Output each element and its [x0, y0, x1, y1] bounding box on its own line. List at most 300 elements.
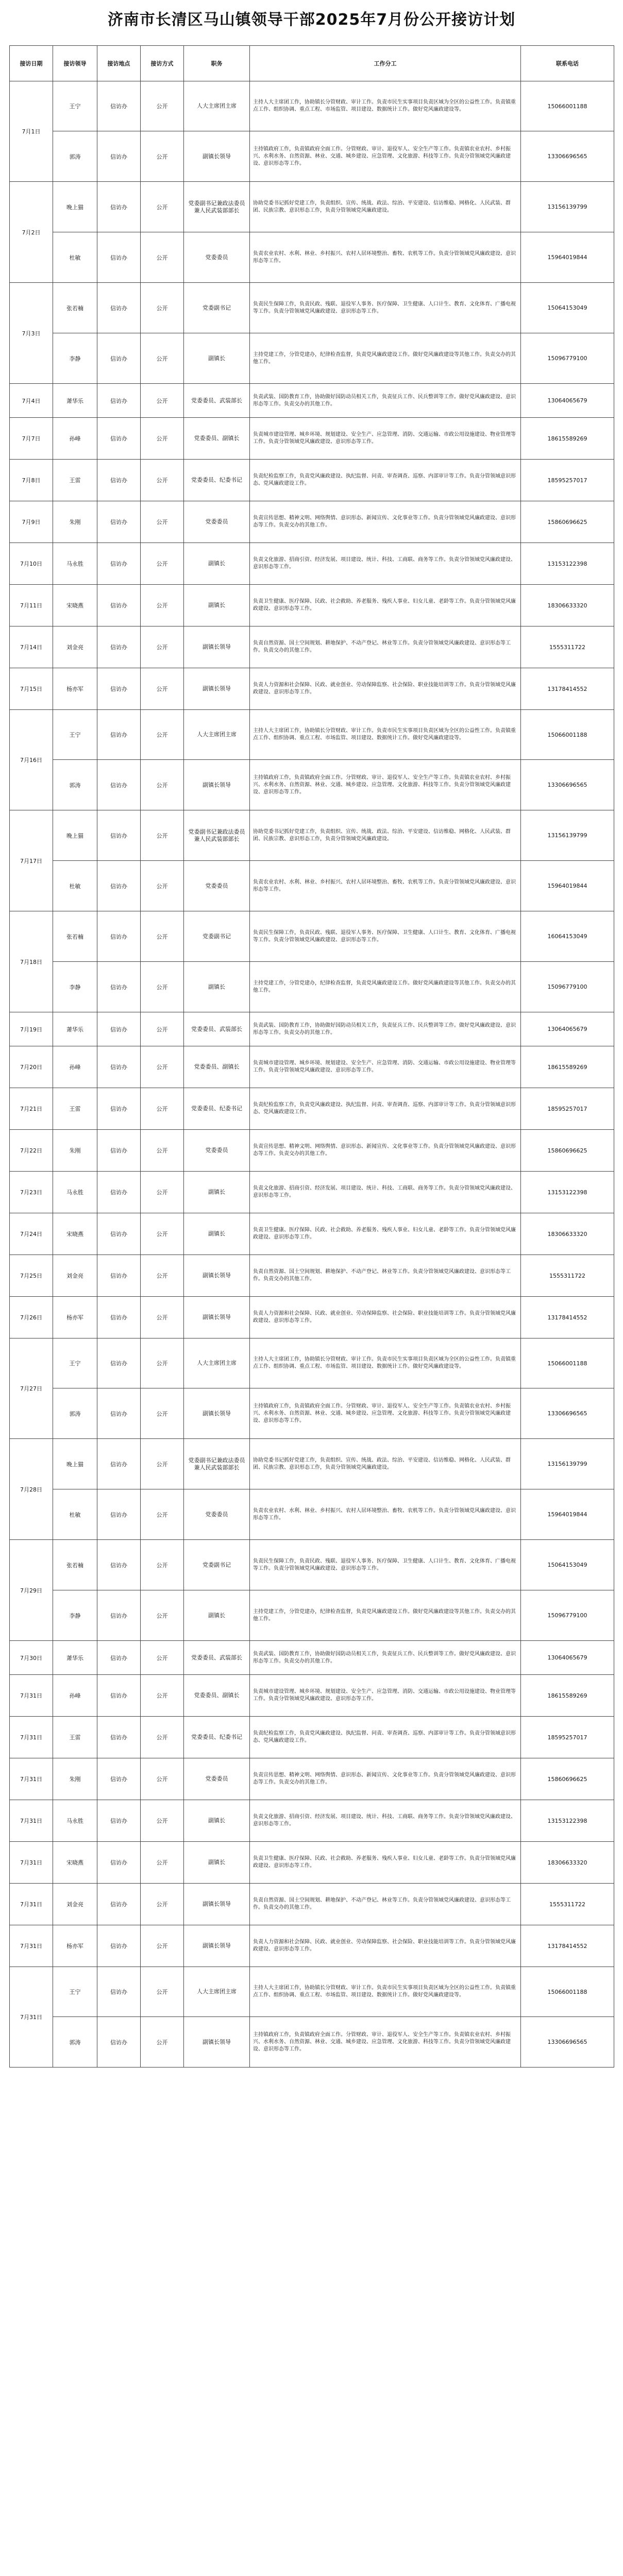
- leader-position: 党委委员: [184, 1758, 250, 1800]
- visit-date: 7月15日: [10, 668, 53, 710]
- visit-leader: 孙峰: [53, 1046, 97, 1088]
- leader-position: 副镇长领导: [184, 1925, 250, 1967]
- visit-method: 公开: [141, 1046, 184, 1088]
- leader-position: 副镇长: [184, 333, 250, 384]
- visit-date: 7月4日: [10, 384, 53, 418]
- leader-position: 党委委员: [184, 501, 250, 543]
- visit-location: 信访办: [97, 1717, 141, 1758]
- leader-position: 党委委员、纪委书记: [184, 460, 250, 501]
- visit-method: 公开: [141, 1388, 184, 1439]
- header-duties: 工作分工: [250, 46, 521, 81]
- contact-phone: 15964019844: [521, 232, 614, 283]
- visit-location: 信访办: [97, 182, 141, 232]
- work-duties: 负责文化旅游、招商引资、经济发展、项目建设、统计、科技、工商联、商务等工作。负责分管领域党风廉政建设、意识形态等工作。: [250, 543, 521, 585]
- header-method: 接访方式: [141, 46, 184, 81]
- leader-position: 党委委员、武装部长: [184, 1012, 250, 1046]
- contact-phone: 13178414552: [521, 668, 614, 710]
- work-duties: 主持人大主席团工作，协助镇长分管财政、审计工作。负责市民生实事项目负责区域为全区的公益性工作。负责镇重点工作、组织协调、重点工程、市场监管、项目建设、数据统计工作。做好党风廉政建设等。: [250, 81, 521, 131]
- visit-date: 7月31日: [10, 1675, 53, 1717]
- visit-date: 7月31日: [10, 1842, 53, 1884]
- visit-leader: 郭涛: [53, 760, 97, 810]
- visit-location: 信访办: [97, 1388, 141, 1439]
- visit-location: 信访办: [97, 1800, 141, 1842]
- work-duties: 负责卫生健康、医疗保障、民政、社会救助、养老服务、残疾人事业、妇女儿童、老龄等工作。负责分管领域党风廉政建设、意识形态等工作。: [250, 1842, 521, 1884]
- table-row: [10, 1012, 614, 1046]
- visit-leader: 刘金亮: [53, 1255, 97, 1297]
- work-duties: 负责文化旅游、招商引资、经济发展、项目建设、统计、科技、工商联、商务等工作。负责分管领域党风廉政建设、意识形态等工作。: [250, 1172, 521, 1213]
- visit-method: 公开: [141, 460, 184, 501]
- work-duties: 负责人力资源和社会保障、民政、就业创业、劳动保障监察、社会保险、职业技能培训等工作。负责分管领域党风廉政建设、意识形态等工作。: [250, 1925, 521, 1967]
- work-duties: 主持人大主席团工作，协助镇长分管财政、审计工作。负责市民生实事项目负责区域为全区的公益性工作。负责镇重点工作、组织协调、重点工程、市场监管、项目建设、数据统计工作。做好党风廉政建设等。: [250, 1967, 521, 2017]
- contact-phone: 13306696565: [521, 1388, 614, 1439]
- visit-date: 7月25日: [10, 1255, 53, 1297]
- leader-position: 党委副书记: [184, 283, 250, 333]
- visit-location: 信访办: [97, 1172, 141, 1213]
- visit-leader: 张若楠: [53, 911, 97, 962]
- table-row: [10, 1489, 614, 1540]
- table-row: [10, 1255, 614, 1297]
- visit-method: 公开: [141, 81, 184, 131]
- visit-date: 7月31日: [10, 1967, 53, 2067]
- visit-location: 信访办: [97, 1925, 141, 1967]
- visit-leader: 晚上猫: [53, 810, 97, 861]
- visit-date: 7月1日: [10, 81, 53, 182]
- visit-method: 公开: [141, 1489, 184, 1540]
- work-duties: 负责武装、国防教育工作，协助做好国防动员相关工作，负责征兵工作、民兵整训等工作。做好党风廉政建设、意识形态等工作。负责交办的其他工作。: [250, 1012, 521, 1046]
- table-row: [10, 710, 614, 760]
- leader-position: 党委委员、副镇长: [184, 1675, 250, 1717]
- work-duties: 负责人力资源和社会保障、民政、就业创业、劳动保障监察、社会保险、职业技能培训等工作。负责分管领域党风廉政建设、意识形态等工作。: [250, 1297, 521, 1338]
- visit-date: 7月14日: [10, 626, 53, 668]
- visit-location: 信访办: [97, 1255, 141, 1297]
- leader-position: 副镇长: [184, 1172, 250, 1213]
- visit-method: 公开: [141, 810, 184, 861]
- leader-position: 党委副书记兼政法委员兼人民武装部部长: [184, 810, 250, 861]
- visit-location: 信访办: [97, 1213, 141, 1255]
- contact-phone: 15096779100: [521, 333, 614, 384]
- table-row: [10, 810, 614, 861]
- leader-position: 党委委员、纪委书记: [184, 1717, 250, 1758]
- visit-leader: 朱刚: [53, 501, 97, 543]
- work-duties: 负责武装、国防教育工作，协助做好国防动员相关工作，负责征兵工作、民兵整训等工作。做好党风廉政建设、意识形态等工作。负责交办的其他工作。: [250, 1641, 521, 1675]
- contact-phone: 15964019844: [521, 1489, 614, 1540]
- table-row: [10, 760, 614, 810]
- work-duties: 主持人大主席团工作，协助镇长分管财政、审计工作。负责市民生实事项目负责区域为全区的公益性工作。负责镇重点工作、组织协调、重点工程、市场监管、项目建设、数据统计工作。做好党风廉政建设等。: [250, 710, 521, 760]
- contact-phone: 13306696565: [521, 131, 614, 182]
- leader-position: 党委委员、纪委书记: [184, 1088, 250, 1130]
- leader-position: 党委副书记: [184, 1540, 250, 1590]
- contact-phone: 13306696565: [521, 760, 614, 810]
- work-duties: 协助党委书记抓好党建工作，负责组织、宣传、统战、政法、综治、平安建设、信访维稳、网格化、人民武装、群团、民族宗教、意识形态工作，负责分管领域党风廉政建设。: [250, 182, 521, 232]
- leader-position: 党委委员、武装部长: [184, 1641, 250, 1675]
- table-row: [10, 668, 614, 710]
- work-duties: 主持党建工作，分管党建办，纪律检查监督，负责党风廉政建设工作。做好党风廉政建设等其他工作。负责交办的其他工作。: [250, 962, 521, 1012]
- leader-position: 副镇长领导: [184, 1884, 250, 1925]
- visit-method: 公开: [141, 1012, 184, 1046]
- contact-phone: 15066001188: [521, 1967, 614, 2017]
- visit-leader: 郭涛: [53, 2017, 97, 2067]
- visit-location: 信访办: [97, 668, 141, 710]
- visit-leader: 杨亦军: [53, 1297, 97, 1338]
- contact-phone: 13178414552: [521, 1297, 614, 1338]
- leader-position: 党委副书记: [184, 911, 250, 962]
- table-row: [10, 1758, 614, 1800]
- work-duties: 负责文化旅游、招商引资、经济发展、项目建设、统计、科技、工商联、商务等工作。负责分管领域党风廉政建设、意识形态等工作。: [250, 1800, 521, 1842]
- table-header-row: [10, 46, 614, 81]
- table-row: [10, 1297, 614, 1338]
- visit-date: 7月31日: [10, 1758, 53, 1800]
- visit-date: 7月30日: [10, 1641, 53, 1675]
- visit-method: 公开: [141, 1172, 184, 1213]
- visit-method: 公开: [141, 668, 184, 710]
- work-duties: 负责民生保障工作，负责民政、残联、退役军人事务、医疗保障、卫生健康、人口计生、教育、文化体育、广播电视等工作。负责分管领域党风廉政建设、意识形态等工作。: [250, 1540, 521, 1590]
- visit-location: 信访办: [97, 1297, 141, 1338]
- work-duties: 主持党建工作，分管党建办，纪律检查监督，负责党风廉政建设工作。做好党风廉政建设等其他工作。负责交办的其他工作。: [250, 333, 521, 384]
- work-duties: 负责宣传思想、精神文明、网络舆情、意识形态、新闻宣传、文化事业等工作。负责分管领域党风廉政建设、意识形态等工作。负责交办的其他工作。: [250, 501, 521, 543]
- table-row: [10, 585, 614, 626]
- leader-position: 副镇长领导: [184, 2017, 250, 2067]
- visit-leader: 晚上猫: [53, 182, 97, 232]
- work-duties: 负责纪检监察工作，负责党风廉政建设、执纪监督、问责、审查调查、巡察、内部审计等工作。负责分管领域意识形态、党风廉政建设工作。: [250, 460, 521, 501]
- visit-method: 公开: [141, 1130, 184, 1172]
- contact-phone: 15964019844: [521, 861, 614, 911]
- table-row: [10, 1213, 614, 1255]
- table-row: [10, 131, 614, 182]
- work-duties: 负责自然资源、国土空间规划、耕地保护、不动产登记、林业等工作。负责分管领域党风廉政建设、意识形态等工作。负责交办的其他工作。: [250, 626, 521, 668]
- visit-location: 信访办: [97, 1338, 141, 1388]
- visit-location: 信访办: [97, 131, 141, 182]
- work-duties: 主持镇政府工作，负责镇政府全面工作。分管财政、审计、退役军人、安全生产等工作。负责镇农业农村、乡村振兴、水利水务、自然资源、林业、交通、城乡建设、应急管理、文化旅游、科技等工作。负责分管领域党风廉政建设、意识形态等工作。: [250, 1388, 521, 1439]
- visit-date: 7月26日: [10, 1297, 53, 1338]
- visit-location: 信访办: [97, 585, 141, 626]
- visit-leader: 王宁: [53, 81, 97, 131]
- contact-phone: 15860696625: [521, 1758, 614, 1800]
- leader-position: 人大主席团主席: [184, 710, 250, 760]
- visit-leader: 宋晓燕: [53, 585, 97, 626]
- visit-method: 公开: [141, 1884, 184, 1925]
- leader-position: 副镇长领导: [184, 1388, 250, 1439]
- contact-phone: 13306696565: [521, 2017, 614, 2067]
- work-duties: 负责城市建设管理、城乡环境、规划建设、安全生产、应急管理、消防、交通运输、市政公用设施建设、物业管理等工作。负责分管领域党风廉政建设、意识形态等工作。: [250, 1046, 521, 1088]
- visit-method: 公开: [141, 501, 184, 543]
- visit-leader: 孙峰: [53, 1675, 97, 1717]
- visit-method: 公开: [141, 1439, 184, 1489]
- work-duties: 负责农业农村、水利、林业、乡村振兴、农村人居环境整治、畜牧、农机等工作。负责分管领域党风廉政建设、意识形态等工作。: [250, 1489, 521, 1540]
- visit-method: 公开: [141, 1590, 184, 1641]
- work-duties: 协助党委书记抓好党建工作，负责组织、宣传、统战、政法、综治、平安建设、信访维稳、网格化、人民武装、群团、民族宗教、意识形态工作，负责分管领域党风廉政建设。: [250, 810, 521, 861]
- leader-position: 副镇长领导: [184, 760, 250, 810]
- table-row: [10, 283, 614, 333]
- visit-location: 信访办: [97, 501, 141, 543]
- work-duties: 负责宣传思想、精神文明、网络舆情、意识形态、新闻宣传、文化事业等工作。负责分管领域党风廉政建设、意识形态等工作。负责交办的其他工作。: [250, 1758, 521, 1800]
- visit-location: 信访办: [97, 1675, 141, 1717]
- visit-method: 公开: [141, 1717, 184, 1758]
- visit-leader: 朱刚: [53, 1758, 97, 1800]
- table-row: [10, 1884, 614, 1925]
- leader-position: 党委副书记兼政法委员兼人民武装部部长: [184, 1439, 250, 1489]
- contact-phone: 15064153049: [521, 1540, 614, 1590]
- table-row: [10, 543, 614, 585]
- work-duties: 主持镇政府工作，负责镇政府全面工作。分管财政、审计、退役军人、安全生产等工作。负责镇农业农村、乡村振兴、水利水务、自然资源、林业、交通、城乡建设、应急管理、文化旅游、科技等工作。负责分管领域党风廉政建设、意识形态等工作。: [250, 2017, 521, 2067]
- contact-phone: 15066001188: [521, 1338, 614, 1388]
- visit-date: 7月7日: [10, 418, 53, 460]
- visit-method: 公开: [141, 911, 184, 962]
- visit-leader: 王雷: [53, 1717, 97, 1758]
- visit-method: 公开: [141, 1540, 184, 1590]
- contact-phone: 13156139799: [521, 182, 614, 232]
- visit-leader: 张若楠: [53, 1540, 97, 1590]
- visit-method: 公开: [141, 182, 184, 232]
- work-duties: 主持党建工作，分管党建办，纪律检查监督，负责党风廉政建设工作。做好党风廉政建设等其他工作。负责交办的其他工作。: [250, 1590, 521, 1641]
- visit-location: 信访办: [97, 710, 141, 760]
- visit-leader: 杨亦军: [53, 668, 97, 710]
- visit-leader: 张若楠: [53, 283, 97, 333]
- table-row: [10, 911, 614, 962]
- visit-location: 信访办: [97, 283, 141, 333]
- header-date: 接访日期: [10, 46, 53, 81]
- work-duties: 负责民生保障工作，负责民政、残联、退役军人事务、医疗保障、卫生健康、人口计生、教育、文化体育、广播电视等工作。负责分管领域党风廉政建设、意识形态等工作。: [250, 911, 521, 962]
- work-duties: 负责武装、国防教育工作，协助做好国防动员相关工作，负责征兵工作、民兵整训等工作。做好党风廉政建设、意识形态等工作。负责交办的其他工作。: [250, 384, 521, 418]
- leader-position: 副镇长: [184, 1800, 250, 1842]
- visit-date: 7月22日: [10, 1130, 53, 1172]
- visit-location: 信访办: [97, 2017, 141, 2067]
- table-row: [10, 1540, 614, 1590]
- leader-position: 副镇长: [184, 543, 250, 585]
- leader-position: 副镇长领导: [184, 668, 250, 710]
- visit-method: 公开: [141, 861, 184, 911]
- contact-phone: 18306633320: [521, 1213, 614, 1255]
- visit-location: 信访办: [97, 1590, 141, 1641]
- visit-method: 公开: [141, 543, 184, 585]
- leader-position: 党委委员: [184, 861, 250, 911]
- visit-method: 公开: [141, 1967, 184, 2017]
- contact-phone: 13153122398: [521, 1800, 614, 1842]
- table-row: [10, 1439, 614, 1489]
- work-duties: 负责自然资源、国土空间规划、耕地保护、不动产登记、林业等工作。负责分管领域党风廉政建设、意识形态等工作。负责交办的其他工作。: [250, 1884, 521, 1925]
- visit-leader: 郭涛: [53, 131, 97, 182]
- leader-position: 副镇长: [184, 1842, 250, 1884]
- work-duties: 负责宣传思想、精神文明、网络舆情、意识形态、新闻宣传、文化事业等工作。负责分管领域党风廉政建设、意识形态等工作。负责交办的其他工作。: [250, 1130, 521, 1172]
- leader-position: 副镇长领导: [184, 1255, 250, 1297]
- contact-phone: 13064065679: [521, 1641, 614, 1675]
- visit-leader: 孙峰: [53, 418, 97, 460]
- contact-phone: 1555311722: [521, 626, 614, 668]
- work-duties: 负责农业农村、水利、林业、乡村振兴、农村人居环境整治、畜牧、农机等工作。负责分管领域党风廉政建设、意识形态等工作。: [250, 232, 521, 283]
- visit-date: 7月11日: [10, 585, 53, 626]
- table-body: [10, 81, 614, 2067]
- visit-method: 公开: [141, 1675, 184, 1717]
- visit-leader: 杜敏: [53, 232, 97, 283]
- visit-leader: 宋晓燕: [53, 1213, 97, 1255]
- work-duties: 负责人力资源和社会保障、民政、就业创业、劳动保障监察、社会保险、职业技能培训等工作。负责分管领域党风廉政建设、意识形态等工作。: [250, 668, 521, 710]
- contact-phone: 18615589269: [521, 1046, 614, 1088]
- table-row: [10, 333, 614, 384]
- table-row: [10, 460, 614, 501]
- leader-position: 副镇长: [184, 962, 250, 1012]
- visit-method: 公开: [141, 1800, 184, 1842]
- leader-position: 党委委员: [184, 232, 250, 283]
- work-duties: 主持镇政府工作，负责镇政府全面工作。分管财政、审计、退役军人、安全生产等工作。负责镇农业农村、乡村振兴、水利水务、自然资源、林业、交通、城乡建设、应急管理、文化旅游、科技等工作。负责分管领域党风廉政建设、意识形态等工作。: [250, 760, 521, 810]
- visit-method: 公开: [141, 333, 184, 384]
- header-position: 职务: [184, 46, 250, 81]
- visit-location: 信访办: [97, 1758, 141, 1800]
- contact-phone: 13153122398: [521, 1172, 614, 1213]
- visit-location: 信访办: [97, 1046, 141, 1088]
- table-row: [10, 1842, 614, 1884]
- contact-phone: 16064153049: [521, 911, 614, 962]
- visit-method: 公开: [141, 232, 184, 283]
- visit-leader: 王宁: [53, 1967, 97, 2017]
- visit-date: 7月19日: [10, 1012, 53, 1046]
- contact-phone: 13064065679: [521, 1012, 614, 1046]
- leader-position: 党委委员、副镇长: [184, 1046, 250, 1088]
- contact-phone: 13156139799: [521, 810, 614, 861]
- visit-date: 7月31日: [10, 1925, 53, 1967]
- leader-position: 副镇长: [184, 1590, 250, 1641]
- visit-location: 信访办: [97, 1842, 141, 1884]
- leader-position: 副镇长领导: [184, 131, 250, 182]
- leader-position: 党委委员: [184, 1130, 250, 1172]
- visit-leader: 李静: [53, 1590, 97, 1641]
- visit-method: 公开: [141, 283, 184, 333]
- contact-phone: 18595257017: [521, 1717, 614, 1758]
- work-duties: 负责民生保障工作，负责民政、残联、退役军人事务、医疗保障、卫生健康、人口计生、教育、文化体育、广播电视等工作。负责分管领域党风廉政建设、意识形态等工作。: [250, 283, 521, 333]
- visit-location: 信访办: [97, 760, 141, 810]
- contact-phone: 13178414552: [521, 1925, 614, 1967]
- contact-phone: 18595257017: [521, 1088, 614, 1130]
- leader-position: 人大主席团主席: [184, 1338, 250, 1388]
- contact-phone: 18595257017: [521, 460, 614, 501]
- work-duties: 主持镇政府工作，负责镇政府全面工作。分管财政、审计、退役军人、安全生产等工作。负责镇农业农村、乡村振兴、水利水务、自然资源、林业、交通、城乡建设、应急管理、文化旅游、科技等工作。负责分管领域党风廉政建设、意识形态等工作。: [250, 131, 521, 182]
- visit-schedule-table: [9, 45, 614, 2067]
- table-row: [10, 962, 614, 1012]
- visit-location: 信访办: [97, 911, 141, 962]
- table-row: [10, 384, 614, 418]
- visit-location: 信访办: [97, 861, 141, 911]
- visit-method: 公开: [141, 1842, 184, 1884]
- visit-leader: 王雷: [53, 1088, 97, 1130]
- work-duties: 负责纪检监察工作，负责党风廉政建设、执纪监督、问责、审查调查、巡察、内部审计等工作。负责分管领域意识形态、党风廉政建设工作。: [250, 1088, 521, 1130]
- table-row: [10, 1800, 614, 1842]
- visit-method: 公开: [141, 2017, 184, 2067]
- visit-method: 公开: [141, 1213, 184, 1255]
- visit-leader: 郭涛: [53, 1388, 97, 1439]
- work-duties: 负责卫生健康、医疗保障、民政、社会救助、养老服务、残疾人事业、妇女儿童、老龄等工作。负责分管领域党风廉政建设、意识形态等工作。: [250, 585, 521, 626]
- visit-date: 7月9日: [10, 501, 53, 543]
- visit-location: 信访办: [97, 810, 141, 861]
- leader-position: 党委委员、武装部长: [184, 384, 250, 418]
- visit-method: 公开: [141, 1338, 184, 1388]
- visit-date: 7月3日: [10, 283, 53, 384]
- visit-leader: 萧华乐: [53, 384, 97, 418]
- visit-method: 公开: [141, 626, 184, 668]
- table-row: [10, 418, 614, 460]
- visit-leader: 李静: [53, 333, 97, 384]
- visit-date: 7月21日: [10, 1088, 53, 1130]
- contact-phone: 15064153049: [521, 283, 614, 333]
- work-duties: 负责农业农村、水利、林业、乡村振兴、农村人居环境整治、畜牧、农机等工作。负责分管领域党风廉政建设、意识形态等工作。: [250, 861, 521, 911]
- table-row: [10, 1046, 614, 1088]
- visit-location: 信访办: [97, 232, 141, 283]
- header-leader: 接访领导: [53, 46, 97, 81]
- visit-location: 信访办: [97, 1012, 141, 1046]
- visit-date: 7月31日: [10, 1884, 53, 1925]
- leader-position: 副镇长: [184, 1213, 250, 1255]
- contact-phone: 13156139799: [521, 1439, 614, 1489]
- table-row: [10, 1088, 614, 1130]
- contact-phone: 15860696625: [521, 501, 614, 543]
- visit-leader: 朱刚: [53, 1130, 97, 1172]
- table-row: [10, 1590, 614, 1641]
- leader-position: 人大主席团主席: [184, 81, 250, 131]
- visit-method: 公开: [141, 585, 184, 626]
- work-duties: 主持人大主席团工作，协助镇长分管财政、审计工作。负责市民生实事项目负责区域为全区的公益性工作。负责镇重点工作、组织协调、重点工程、市场监管、项目建设、数据统计工作。做好党风廉政建设等。: [250, 1338, 521, 1388]
- visit-location: 信访办: [97, 1439, 141, 1489]
- visit-date: 7月29日: [10, 1540, 53, 1641]
- table-row: [10, 2017, 614, 2067]
- visit-location: 信访办: [97, 962, 141, 1012]
- visit-leader: 王宁: [53, 710, 97, 760]
- table-row: [10, 1717, 614, 1758]
- visit-method: 公开: [141, 131, 184, 182]
- table-row: [10, 232, 614, 283]
- visit-leader: 宋晓燕: [53, 1842, 97, 1884]
- table-row: [10, 1641, 614, 1675]
- contact-phone: 18306633320: [521, 1842, 614, 1884]
- visit-leader: 杜敏: [53, 861, 97, 911]
- contact-phone: 15096779100: [521, 962, 614, 1012]
- work-duties: 负责卫生健康、医疗保障、民政、社会救助、养老服务、残疾人事业、妇女儿童、老龄等工作。负责分管领域党风廉政建设、意识形态等工作。: [250, 1213, 521, 1255]
- work-duties: 负责城市建设管理、城乡环境、规划建设、安全生产、应急管理、消防、交通运输、市政公用设施建设、物业管理等工作。负责分管领域党风廉政建设、意识形态等工作。: [250, 418, 521, 460]
- visit-date: 7月31日: [10, 1717, 53, 1758]
- visit-location: 信访办: [97, 1489, 141, 1540]
- table-row: [10, 182, 614, 232]
- table-row: [10, 861, 614, 911]
- table-row: [10, 1130, 614, 1172]
- visit-location: 信访办: [97, 418, 141, 460]
- visit-method: 公开: [141, 1758, 184, 1800]
- leader-position: 副镇长领导: [184, 626, 250, 668]
- visit-location: 信访办: [97, 1540, 141, 1590]
- visit-method: 公开: [141, 1088, 184, 1130]
- leader-position: 副镇长: [184, 585, 250, 626]
- contact-phone: 13153122398: [521, 543, 614, 585]
- contact-phone: 15860696625: [521, 1130, 614, 1172]
- visit-location: 信访办: [97, 626, 141, 668]
- visit-location: 信访办: [97, 460, 141, 501]
- table-row: [10, 1172, 614, 1213]
- visit-location: 信访办: [97, 1884, 141, 1925]
- visit-leader: 萧华乐: [53, 1012, 97, 1046]
- leader-position: 人大主席团主席: [184, 1967, 250, 2017]
- visit-leader: 马永胜: [53, 1172, 97, 1213]
- visit-leader: 杨亦军: [53, 1925, 97, 1967]
- visit-date: 7月24日: [10, 1213, 53, 1255]
- visit-leader: 萧华乐: [53, 1641, 97, 1675]
- contact-phone: 1555311722: [521, 1255, 614, 1297]
- contact-phone: 18615589269: [521, 1675, 614, 1717]
- visit-method: 公开: [141, 1925, 184, 1967]
- visit-location: 信访办: [97, 1967, 141, 2017]
- visit-leader: 马永胜: [53, 543, 97, 585]
- contact-phone: 18615589269: [521, 418, 614, 460]
- contact-phone: 15066001188: [521, 710, 614, 760]
- visit-method: 公开: [141, 760, 184, 810]
- leader-position: 党委委员: [184, 1489, 250, 1540]
- table-row: [10, 1967, 614, 2017]
- leader-position: 副镇长领导: [184, 1297, 250, 1338]
- header-location: 接访地点: [97, 46, 141, 81]
